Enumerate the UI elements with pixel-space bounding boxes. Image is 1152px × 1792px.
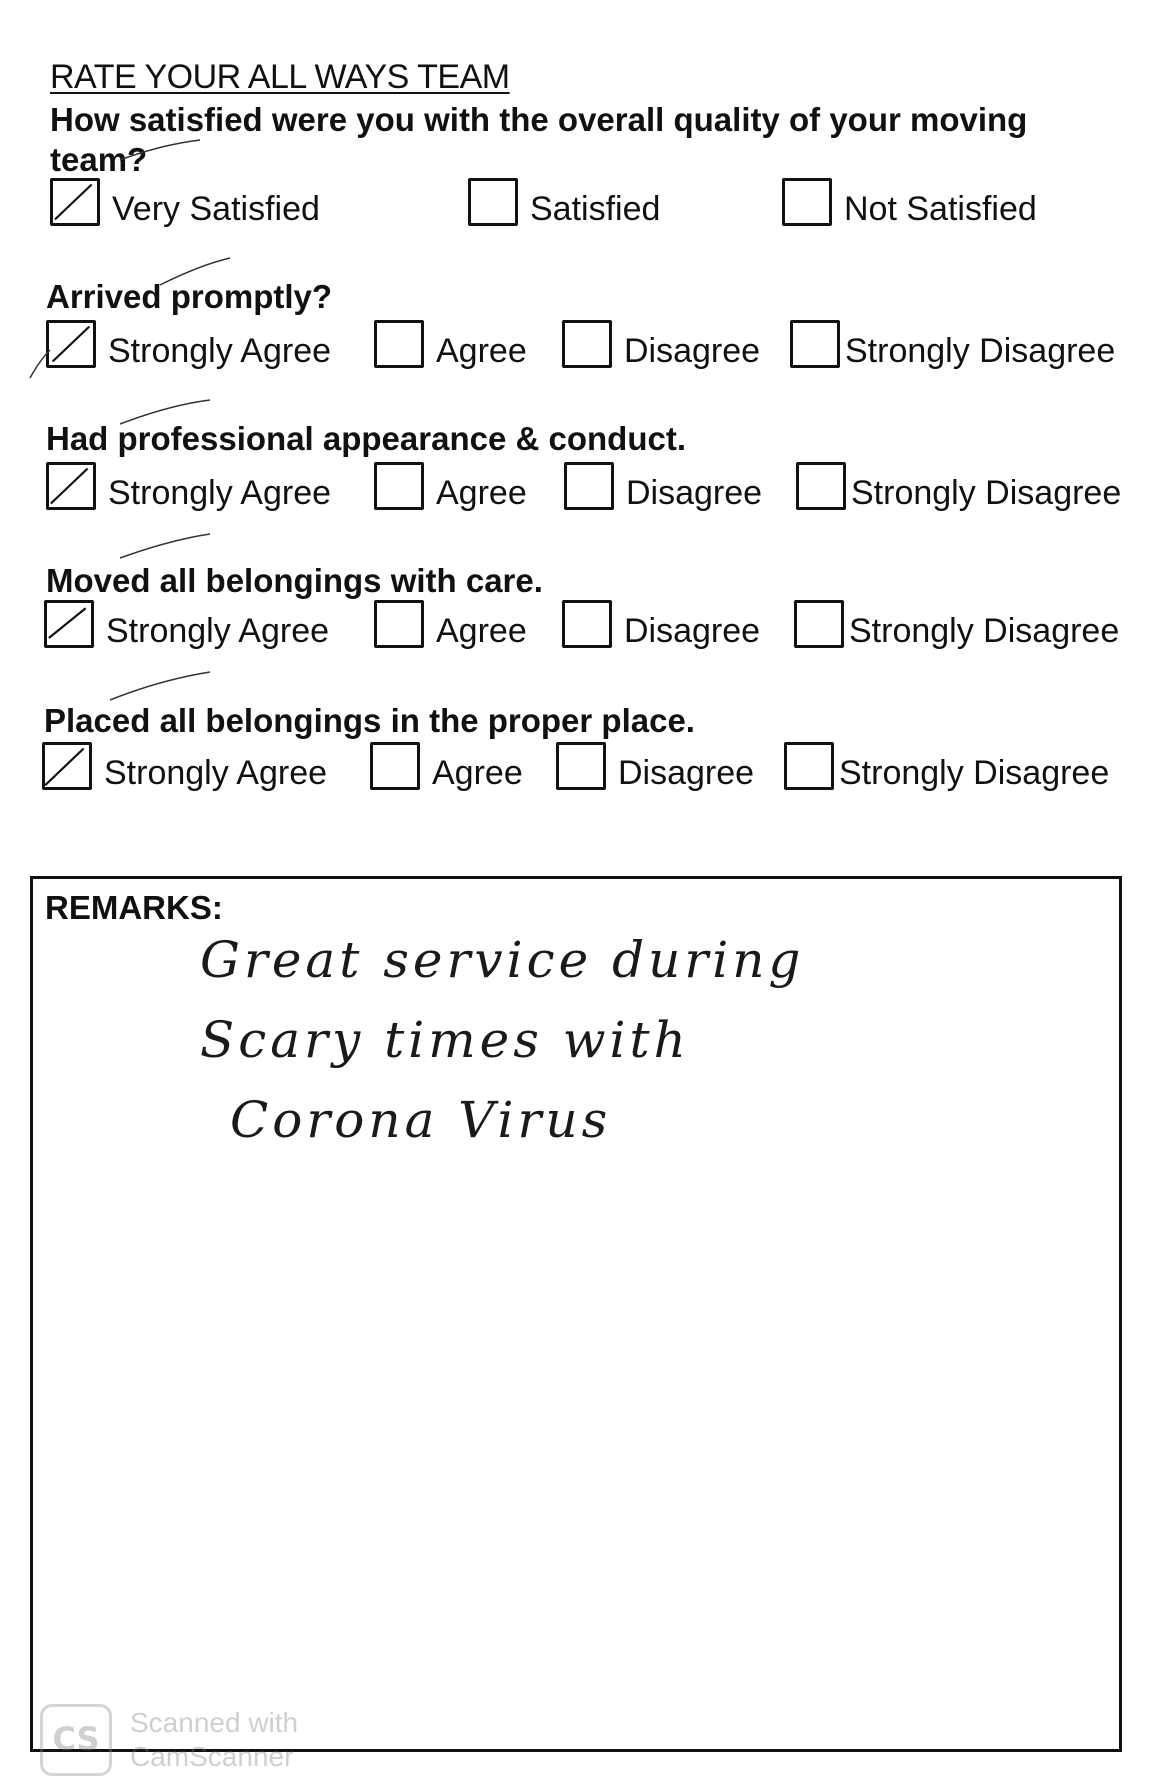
- checkbox[interactable]: [782, 178, 832, 226]
- checkbox[interactable]: [562, 600, 612, 648]
- checkbox[interactable]: [370, 742, 420, 790]
- option-label: Strongly Agree: [108, 332, 332, 370]
- option-label: Agree: [436, 612, 527, 650]
- remarks-label: REMARKS:: [45, 889, 223, 926]
- option-label: Strongly Disagree: [851, 474, 1122, 512]
- checkbox[interactable]: [794, 600, 844, 648]
- checkbox-checked[interactable]: [42, 742, 92, 790]
- checkbox[interactable]: [556, 742, 606, 790]
- checkbox[interactable]: [374, 462, 424, 510]
- checkbox[interactable]: [374, 600, 424, 648]
- question-professional-appearance: Had professional appearance & conduct.: [46, 420, 686, 457]
- watermark-line: CamScanner: [130, 1741, 294, 1772]
- handwritten-line: Scary times with: [200, 1011, 690, 1069]
- option-label: Satisfied: [530, 190, 661, 228]
- question-arrived-promptly: Arrived promptly?: [46, 278, 333, 315]
- option-label: Strongly Disagree: [839, 754, 1110, 792]
- option-label: Strongly Agree: [104, 754, 328, 792]
- checkbox[interactable]: [468, 178, 518, 226]
- handwritten-line: Corona Virus: [230, 1091, 612, 1149]
- checkbox[interactable]: [796, 462, 846, 510]
- camscanner-logo-icon: CS: [40, 1704, 112, 1776]
- checkbox-checked[interactable]: [44, 600, 94, 648]
- check-mark-icon: [49, 465, 93, 507]
- check-mark-icon: [47, 603, 91, 645]
- option-label: Strongly Disagree: [845, 332, 1116, 370]
- option-label: Strongly Agree: [106, 612, 330, 650]
- checkbox-checked[interactable]: [46, 462, 96, 510]
- watermark-text: [130, 1706, 298, 1774]
- form-title: RATE YOUR ALL WAYS TEAM: [50, 58, 510, 96]
- checkbox[interactable]: [784, 742, 834, 790]
- option-label: Very Satisfied: [112, 190, 320, 228]
- handwritten-line: Great service during: [200, 931, 805, 989]
- option-label: Agree: [432, 754, 523, 792]
- checkbox[interactable]: [790, 320, 840, 368]
- option-label: Not Satisfied: [844, 190, 1037, 228]
- check-mark-icon: [49, 323, 93, 365]
- checkbox[interactable]: [564, 462, 614, 510]
- option-label: Agree: [436, 474, 527, 512]
- checkbox[interactable]: [374, 320, 424, 368]
- option-label: Disagree: [618, 754, 755, 792]
- option-label: Disagree: [626, 474, 763, 512]
- check-mark-icon: [45, 745, 89, 787]
- option-label: Strongly Agree: [108, 474, 332, 512]
- watermark-line: Scanned with: [130, 1707, 299, 1738]
- checkbox-checked[interactable]: [46, 320, 96, 368]
- question-moved-with-care: Moved all belongings with care.: [46, 562, 543, 599]
- handwritten-remarks: [200, 920, 804, 1160]
- option-label: Agree: [436, 332, 527, 370]
- camscanner-watermark: [40, 1704, 340, 1774]
- option-label: Disagree: [624, 612, 761, 650]
- checkbox[interactable]: [562, 320, 612, 368]
- option-label: Disagree: [624, 332, 761, 370]
- check-mark-icon: [53, 181, 97, 223]
- option-label: Strongly Disagree: [849, 612, 1120, 650]
- checkbox-checked[interactable]: [50, 178, 100, 226]
- question-proper-place: Placed all belongings in the proper place.: [44, 702, 695, 739]
- question-overall-quality: How satisfied were you with the overall quality of your moving team?: [50, 101, 1028, 178]
